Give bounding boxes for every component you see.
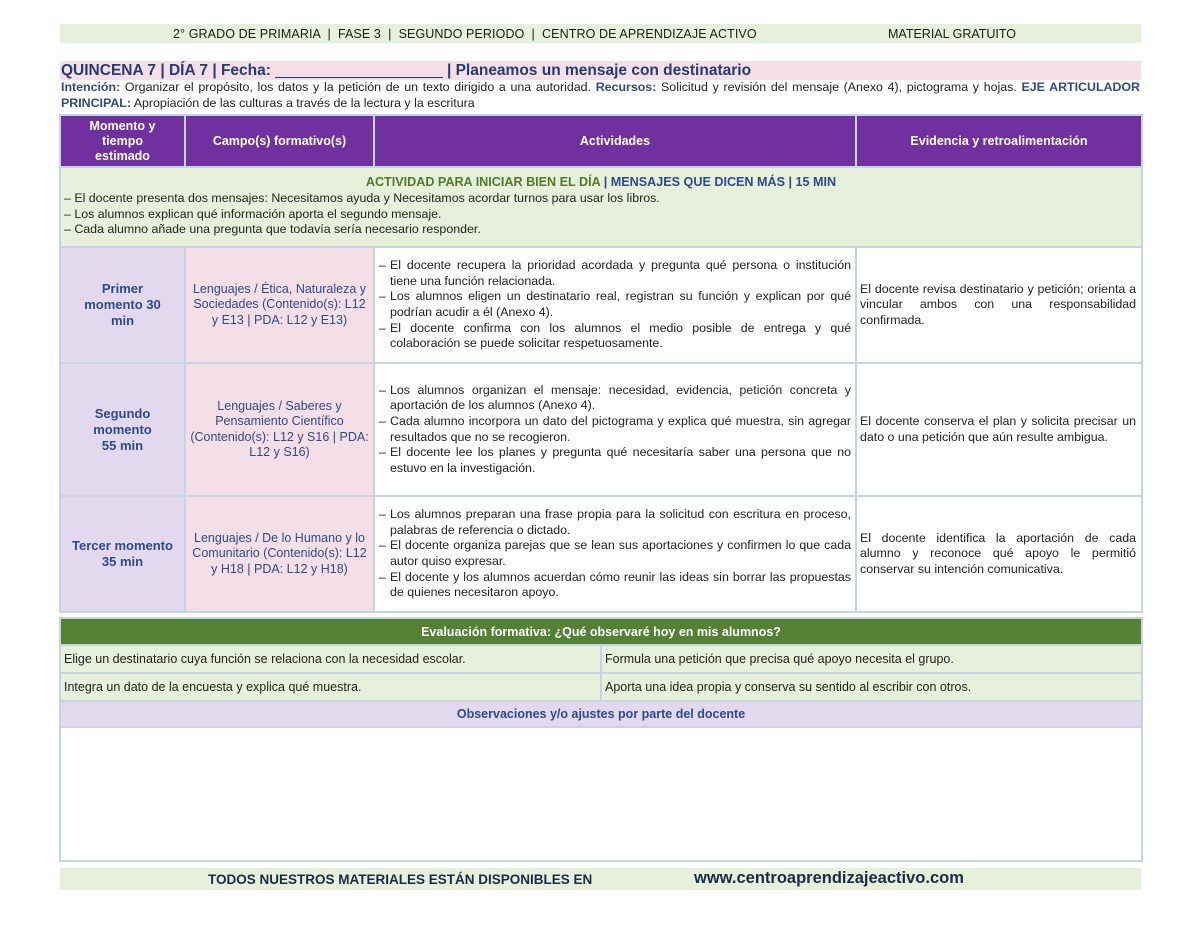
momento-label: Tercer momento 35 min <box>72 538 173 569</box>
header-momento: Momento y tiempo estimado <box>60 115 185 167</box>
intencion-label: Intención: <box>61 80 121 94</box>
observations-area[interactable] <box>60 727 1142 861</box>
inicio-line: – Los alumnos explican qué información aporta el segundo mensaje. <box>64 206 442 221</box>
page-title <box>60 61 1141 80</box>
campo-cell: Lenguajes / Saberes y Pensamiento Científico (Contenido(s): L12 y S16 | PDA: L12 y S16) <box>185 363 374 496</box>
momento-cell <box>60 363 185 496</box>
activity-text: Los alumnos preparan una frase propia para la solicitud con escritura en proceso, palabras de referencia o dictado. <box>390 507 851 537</box>
header-actividades: Actividades <box>374 115 856 167</box>
activity-text: El docente lee los planes y pregunta qué necesitaría saber una persona que no estuvo en la investigación. <box>390 445 851 475</box>
campo-cell: Lenguajes / De lo Humano y lo Comunitario (Contenido(s): L12 y H18 | PDA: L12 y H18) <box>185 496 374 612</box>
evaluation-item: Elige un destinatario cuya función se relaciona con la necesidad escolar. <box>60 645 601 673</box>
table-row <box>60 496 1142 612</box>
inicio-title <box>64 174 1138 190</box>
intent-block <box>61 79 1140 111</box>
footer-url-link[interactable]: www.centroaprendizajeactivo.com <box>694 869 964 887</box>
activity-text: Cada alumno incorpora un dato del pictograma y explica qué muestra, sin agregar resultados que no se recogieron. <box>390 413 851 444</box>
inicio-line: – El docente presenta dos mensajes: Necesitamos ayuda y Necesitamos acordar turnos para usar los libros. <box>64 191 660 205</box>
header-evidencia: Evidencia y retroalimentación <box>856 115 1142 167</box>
list-item: – Los alumnos eligen un destinatario real, registran su función y explican por qué podrían acudir a él (Anexo 4). <box>379 289 851 319</box>
inicio-title-a: ACTIVIDAD PARA INICIAR BIEN EL DÍA <box>365 175 601 189</box>
actividades-cell <box>374 363 856 496</box>
evaluation-item: Aporta una idea propia y conserva su sentido al escribir con otros. <box>601 673 1142 701</box>
inicio-line: – Cada alumno añade una pregunta que todavía sería necesario responder. <box>64 222 481 237</box>
list-item: – El docente y los alumnos acuerdan cómo reunir las ideas sin borrar las propuestas de quienes necesitaron apoyo. <box>379 569 851 600</box>
activity-text: Los alumnos eligen un destinatario real, registran su función y explican por qué podrían acudir a él (Anexo 4). <box>390 289 851 319</box>
list-item: – El docente recupera la prioridad acordada y pregunta qué persona o institución tiene una función relacionada. <box>379 258 851 288</box>
evaluation-table <box>59 617 1143 862</box>
momento-cell <box>60 496 185 612</box>
evidencia-cell: El docente conserva el plan y solicita precisar un dato o una petición que aún resulte ambigua. <box>856 363 1142 496</box>
table-row <box>60 247 1142 363</box>
list-item: – Los alumnos organizan el mensaje: necesidad, evidencia, petición concreta y aportación de los alumnos (Anexo 4). <box>379 382 851 413</box>
footer-band <box>60 868 1141 890</box>
evaluation-item: Integra un dato de la encuesta y explica qué muestra. <box>60 673 601 701</box>
grade-info: 2° GRADO DE PRIMARIA | FASE 3 | SEGUNDO PERIODO | CENTRO DE APRENDIZAJE ACTIVO <box>173 26 757 41</box>
actividades-cell <box>374 496 856 612</box>
title-prefix: QUINCENA 7 | DÍA 7 | Fecha: <box>61 61 271 79</box>
momento-cell <box>60 247 185 363</box>
evaluation-title: Evaluación formativa: ¿Qué observaré hoy en mis alumnos? <box>60 618 1142 645</box>
plan-table <box>59 114 1143 613</box>
activity-text: Los alumnos organizan el mensaje: necesidad, evidencia, petición concreta y aportación de los alumnos (Anexo 4). <box>390 382 851 413</box>
list-item: – El docente organiza parejas que se lean sus aportaciones y confirmen lo que cada autor quiso expresar. <box>379 538 851 568</box>
eje-label: EJE ARTICULADOR PRINCIPAL: <box>61 80 1141 110</box>
activity-text: El docente organiza parejas que se lean sus aportaciones y confirmen lo que cada autor quiso expresar. <box>390 538 851 568</box>
table-row <box>60 363 1142 496</box>
eje-text: Apropiación de las culturas a través de la lectura y la escritura <box>133 96 475 110</box>
header-band <box>60 24 1141 43</box>
campo-cell: Lenguajes / Ética, Naturaleza y Sociedades (Contenido(s): L12 y E13 | PDA: L12 y E13) <box>185 247 374 363</box>
table-header-row <box>60 115 1142 167</box>
evidencia-cell: El docente identifica la aportación de cada alumno y reconoce qué apoyo le permitió conservar su intención comunicativa. <box>856 496 1142 612</box>
free-material-label: MATERIAL GRATUITO <box>888 26 1017 41</box>
evaluation-item: Formula una petición que precisa qué apoyo necesita el grupo. <box>601 645 1142 673</box>
footer-text: TODOS NUESTROS MATERIALES ESTÁN DISPONIBLES EN <box>208 872 593 887</box>
momento-label: Segundo momento 55 min <box>93 405 152 453</box>
activity-text: El docente recupera la prioridad acordada y pregunta qué persona o institución tiene una función relacionada. <box>390 258 851 288</box>
observations-title: Observaciones y/o ajustes por parte del docente <box>60 701 1142 727</box>
evidencia-cell: El docente revisa destinatario y petición; orienta a vincular ambos con una responsabilidad confirmada. <box>856 247 1142 363</box>
inicio-row <box>60 167 1142 247</box>
list-item: – El docente confirma con los alumnos el medio posible de entrega y qué colaboración se puede solicitar respetuosamente. <box>379 320 851 351</box>
actividades-cell <box>374 247 856 363</box>
inicio-cell <box>60 167 1142 247</box>
recursos-text: Solicitud y revisión del mensaje (Anexo 4), pictograma y hojas. <box>661 80 1017 94</box>
intencion-text: Organizar el propósito, los datos y la petición de un texto dirigido a una autoridad. <box>124 80 591 94</box>
title-suffix: | Planeamos un mensaje con destinatario <box>446 61 752 79</box>
inicio-title-b: | MENSAJES QUE DICEN MÁS | 15 MIN <box>603 175 837 189</box>
date-blank <box>275 64 443 78</box>
list-item: – Cada alumno incorpora un dato del pictograma y explica qué muestra, sin agregar resultados que no se recogieron. <box>379 413 851 444</box>
momento-label: Primer momento 30 min <box>84 281 161 328</box>
activity-text: El docente y los alumnos acuerdan cómo reunir las ideas sin borrar las propuestas de quienes necesitaron apoyo. <box>390 569 851 600</box>
list-item: – Los alumnos preparan una frase propia para la solicitud con escritura en proceso, palabras de referencia o dictado. <box>379 507 851 537</box>
list-item: – El docente lee los planes y pregunta qué necesitaría saber una persona que no estuvo en la investigación. <box>379 445 851 475</box>
activity-text: El docente confirma con los alumnos el medio posible de entrega y qué colaboración se puede solicitar respetuosamente. <box>390 320 851 351</box>
recursos-label: Recursos: <box>595 80 657 94</box>
header-campo: Campo(s) formativo(s) <box>185 115 374 167</box>
